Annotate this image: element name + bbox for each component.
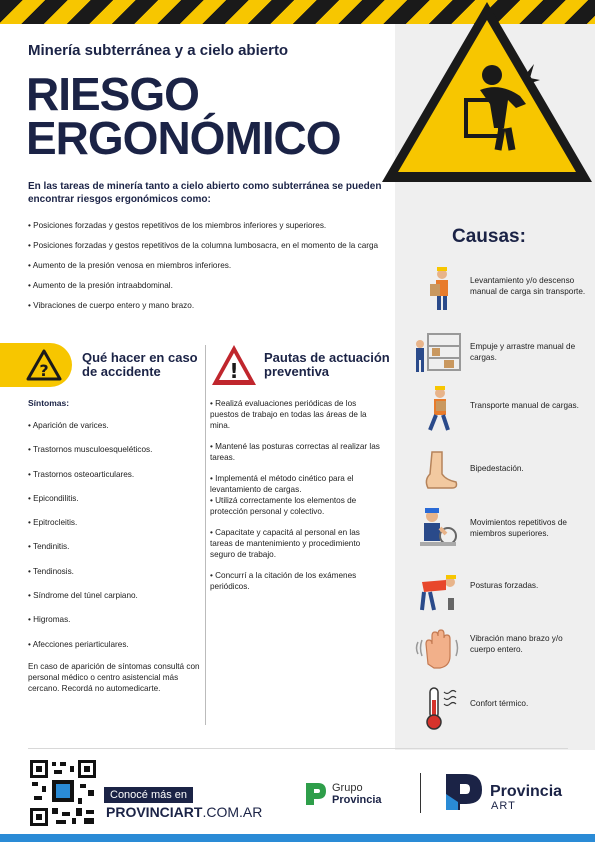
- cta-label: Conocé más en: [104, 787, 193, 803]
- list-item: • Trastornos osteoarticulares.: [28, 469, 135, 479]
- list-item: • Posiciones forzadas y gestos repetitivos de la columna lumbosacra, en el momento de la carga: [28, 241, 379, 250]
- symptoms-list: [28, 420, 203, 663]
- list-item: • Vibraciones de cuerpo entero y mano brazo.: [28, 301, 195, 310]
- title-line-1: RIESGO: [26, 68, 199, 120]
- column-divider: [205, 345, 206, 725]
- url-main: PROVINCIART: [106, 804, 203, 820]
- logo-separator: [420, 773, 421, 813]
- list-item: • Trastornos musculoesqueléticos.: [28, 445, 153, 455]
- page-title: [26, 68, 341, 164]
- list-item: • Concurrí a la citación de los exámenes periódicos.: [210, 571, 357, 591]
- list-item: • Epicondilitis.: [28, 493, 79, 503]
- provincia-art-logo-icon: [444, 772, 484, 812]
- worker-bending-icon: [412, 566, 462, 614]
- brand-name: Provincia: [490, 783, 563, 800]
- exclamation-warning-icon: [210, 343, 258, 387]
- preventive-list: [210, 398, 382, 602]
- cause-label: Transporte manual de cargas.: [470, 401, 579, 410]
- vibrating-hand-icon: [412, 626, 462, 674]
- list-item: • Afecciones periarticulares.: [28, 639, 129, 649]
- cause-item: [412, 506, 590, 554]
- accident-section-header: [0, 343, 200, 387]
- url-suffix: .COM.AR: [202, 804, 263, 820]
- grupo-provincia-text: [332, 782, 382, 806]
- website-link[interactable]: [106, 804, 262, 820]
- grupo-line-1: Grupo: [332, 782, 363, 794]
- cause-label: Movimientos repetitivos de miembros superiores.: [470, 518, 567, 538]
- bottom-accent-bar: [0, 834, 595, 842]
- cause-label: Confort térmico.: [470, 699, 529, 708]
- svg-text:?: ?: [39, 361, 49, 380]
- cause-item: [412, 266, 590, 314]
- intro-text: En las tareas de minería tanto a cielo abierto como subterránea se pueden encontrar riesgos ergonómicos como:: [28, 181, 382, 205]
- page-subtitle: Minería subterránea y a cielo abierto: [28, 42, 289, 59]
- accident-title: Qué hacer en caso de accidente: [82, 350, 198, 379]
- list-item: • Síndrome del túnel carpiano.: [28, 591, 138, 601]
- svg-text:!: !: [229, 359, 239, 383]
- grupo-provincia-logo-icon: [304, 781, 328, 807]
- cause-item: [412, 446, 590, 494]
- preventive-section-header: [210, 343, 390, 391]
- grupo-line-2: Provincia: [332, 794, 382, 806]
- list-item: • Capacitate y capacitá al personal en las tareas de mantenimiento y procedimiento seguro de trabajo.: [210, 528, 361, 559]
- list-item: • Posiciones forzadas y gestos repetitivos de los miembros inferiores y superiores.: [28, 221, 327, 230]
- symptoms-label: Síntomas:: [28, 398, 70, 408]
- qr-code-icon[interactable]: [28, 758, 98, 828]
- cause-item: [412, 330, 590, 378]
- worker-lifting-icon: [412, 266, 462, 314]
- worker-repetitive-icon: [412, 506, 462, 554]
- list-item: • Utilizá correctamente los elementos de protección personal y colectivo.: [210, 496, 357, 516]
- cause-item: [412, 566, 590, 614]
- title-line-2: ERGONÓMICO: [26, 112, 341, 164]
- list-item: • Aparición de varices.: [28, 421, 109, 430]
- question-warning-icon: [26, 349, 62, 381]
- worker-pushing-cart-icon: [412, 330, 462, 378]
- preventive-title: Pautas de actuación preventiva: [264, 350, 390, 379]
- cause-label: Levantamiento y/o descenso manual de carga sin transporte.: [470, 276, 586, 296]
- worker-carrying-icon: [412, 386, 462, 434]
- cause-item: [412, 386, 590, 434]
- foot-icon: [412, 446, 462, 494]
- brand-sub: ART: [491, 800, 516, 812]
- list-item: • Tendinitis.: [28, 542, 70, 552]
- cause-label: Posturas forzadas.: [470, 581, 539, 590]
- cause-label: Bipedestación.: [470, 464, 524, 473]
- list-item: • Tendinosis.: [28, 566, 74, 576]
- thermometer-icon: [412, 686, 462, 734]
- medical-note: En caso de aparición de síntomas consultá con personal médico o centro asistencial más cercano. Recordá no automedicarte.: [28, 662, 200, 693]
- causes-title: Causas:: [452, 226, 526, 247]
- risk-list: [28, 220, 388, 320]
- list-item: • Aumento de la presión intraabdominal.: [28, 281, 173, 290]
- list-item: • Implementá el método cinético para el levantamiento de cargas.: [210, 474, 354, 494]
- list-item: • Aumento de la presión venosa en miembros inferiores.: [28, 261, 232, 270]
- list-item: • Realizá evaluaciones periódicas de los puestos de trabajo en todas las áreas de la mina.: [210, 399, 367, 430]
- cause-label: Empuje y arrastre manual de cargas.: [470, 342, 576, 362]
- cause-item: [412, 626, 590, 674]
- cause-label: Vibración mano brazo y/o cuerpo entero.: [470, 634, 563, 654]
- cause-item: [412, 686, 590, 734]
- list-item: • Epitrocleitis.: [28, 518, 78, 528]
- footer-divider: [28, 748, 568, 749]
- warning-sign-icon: [380, 0, 595, 185]
- list-item: • Mantené las posturas correctas al realizar las tareas.: [210, 442, 380, 462]
- list-item: • Higromas.: [28, 615, 71, 625]
